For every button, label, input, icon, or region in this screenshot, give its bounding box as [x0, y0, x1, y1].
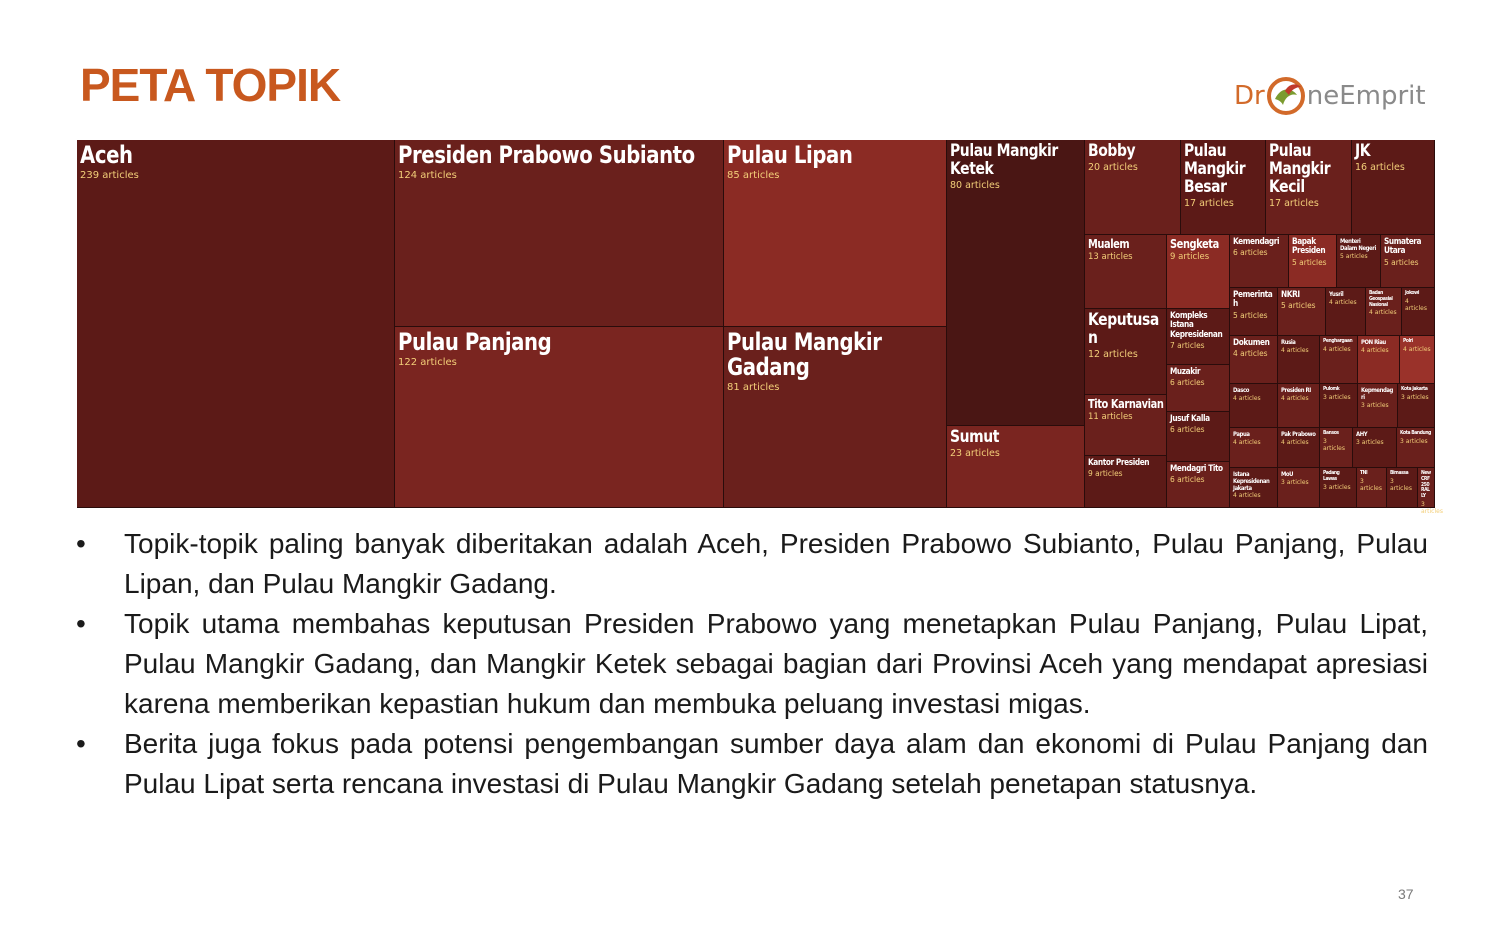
treemap-tile-badan-geospasial-nasional [1366, 288, 1402, 336]
treemap-tile-kompleks-istana-kepresidenan [1167, 309, 1230, 365]
treemap-tile-bimassa [1387, 468, 1418, 508]
tile-label: Penghargaan [1323, 338, 1353, 344]
bullet-item: • Topik utama membahas keputusan Presiden Prabowo yang menetapkan Pulau Panjang, Pulau Lipat, Pulau Mangkir Gadang, dan Mangkir Ketek sebagai bagian dari Provinsi Aceh yang mendapat apresiasi karena memberikan kepastian hukum dan membuka peluang investasi migas. [76, 608, 1428, 719]
tile-count: 12 articles [1088, 348, 1138, 360]
tile-label: Presiden Prabowo Subianto [398, 141, 695, 169]
treemap-tile-rusia [1278, 336, 1320, 384]
tile-count: 3 articles [1360, 477, 1382, 492]
tile-label: AHY [1356, 430, 1368, 438]
tile-count: 239 articles [80, 170, 139, 182]
treemap-tile-muzakir [1167, 365, 1230, 412]
tile-count: 6 articles [1233, 248, 1268, 258]
tile-count: 6 articles [1170, 425, 1205, 435]
tile-label: Aceh [80, 141, 133, 169]
treemap-tile-mou [1278, 468, 1320, 508]
treemap-tile-bansos [1320, 428, 1353, 468]
treemap-tile-polri [1400, 336, 1435, 384]
tile-label: Rusia [1281, 338, 1296, 346]
tile-count: 4 articles [1281, 394, 1309, 402]
treemap-tile-pulau-mangkir-ketek [947, 140, 1085, 426]
treemap-tile-tito-karnavian [1085, 395, 1167, 456]
treemap-tile-jokowi [1402, 288, 1435, 336]
tile-count: 9 articles [1088, 469, 1123, 479]
tile-count: 122 articles [398, 357, 457, 369]
tile-count: 20 articles [1088, 161, 1138, 173]
tile-count: 3 articles [1361, 401, 1389, 409]
summary-bullets [76, 524, 1428, 804]
tile-label: Padang Lawas [1323, 470, 1340, 482]
tile-count: 3 articles [1281, 478, 1309, 486]
tile-label: Badan Geospasial Nasional [1369, 290, 1393, 308]
tile-label: Pulau Mangkir Kecil [1269, 141, 1331, 197]
treemap-tile-pulau-mangkir-besar [1181, 140, 1266, 235]
tile-count: 7 articles [1170, 341, 1205, 351]
tile-count: 4 articles [1233, 349, 1268, 359]
treemap-tile-pulau-lipan [724, 140, 947, 327]
treemap-tile-penghargaan [1320, 336, 1358, 384]
treemap-tile-yusril [1326, 288, 1366, 336]
tile-label: Pulomk [1323, 386, 1340, 392]
tile-label: Pulau Mangkir Besar [1184, 141, 1246, 197]
treemap-tile-kepmendagri [1358, 384, 1398, 428]
treemap-tile-new-crf250-rally [1418, 468, 1443, 515]
tile-label: JK [1355, 141, 1371, 161]
tile-count: 5 articles [1233, 310, 1268, 320]
treemap-tile-presiden-prabowo-subianto [395, 140, 724, 327]
tile-label: Kota Jakarta [1401, 386, 1428, 392]
treemap-tile-pulau-mangkir-gadang [724, 327, 947, 508]
tile-label: Kota Bandung [1400, 430, 1431, 436]
treemap-tile-aceh [77, 140, 395, 508]
tile-count: 80 articles [950, 179, 1000, 191]
tile-label: Mualem [1088, 237, 1130, 251]
tile-label: Pak Prabowo [1281, 430, 1316, 438]
tile-label: Mendagri Tito [1170, 464, 1223, 474]
treemap-tile-pemerintah [1230, 288, 1278, 336]
tile-label: Pulau Lipan [727, 141, 853, 169]
tile-count: 5 articles [1292, 257, 1327, 267]
tile-count: 3 articles [1421, 500, 1443, 515]
tile-count: 6 articles [1170, 475, 1205, 485]
tile-count: 5 articles [1340, 252, 1368, 260]
treemap-tile-nkri [1278, 288, 1326, 336]
logo-text-right: neEmprit [1306, 81, 1426, 111]
tile-count: 4 articles [1323, 345, 1351, 353]
treemap-tile-mualem [1085, 235, 1167, 309]
tile-count: 3 articles [1323, 393, 1351, 401]
tile-count: 81 articles [727, 382, 780, 394]
tile-label: Keputusan [1088, 310, 1159, 348]
bullet-item: • Topik-topik paling banyak diberitakan adalah Aceh, Presiden Prabowo Subianto, Pulau Panjang, Pulau Lipan, dan Pulau Mangkir Gadang. [76, 528, 1428, 599]
tile-count: 13 articles [1088, 251, 1133, 262]
tile-label: MoU [1281, 470, 1294, 478]
tile-label: Kantor Presiden [1088, 458, 1150, 468]
tile-label: Kemendagri [1233, 237, 1280, 247]
treemap-tile-kemendagri [1230, 235, 1289, 288]
tile-label: Menteri Dalam Negeri [1340, 237, 1376, 252]
tile-count: 3 articles [1323, 483, 1351, 491]
tile-label: Bapak Presiden [1292, 237, 1326, 257]
treemap-tile-istana-kepresidenan-jakarta [1230, 468, 1278, 508]
tile-label: Presiden RI [1281, 386, 1311, 394]
treemap-tile-pulomk [1320, 384, 1358, 428]
treemap-tile-bapak-presiden [1289, 235, 1337, 288]
drone-logo-icon [1263, 73, 1309, 119]
tile-label: Sumatera Utara [1384, 237, 1422, 257]
tile-count: 4 articles [1329, 298, 1357, 306]
tile-count: 5 articles [1384, 257, 1419, 267]
treemap-tile-kota-jakarta [1398, 384, 1435, 428]
treemap-tile-pulau-panjang [395, 327, 724, 508]
tile-count: 124 articles [398, 170, 457, 182]
treemap-tile-kota-bandung [1397, 428, 1435, 468]
tile-count: 4 articles [1403, 345, 1431, 353]
topic-treemap [77, 140, 1443, 515]
tile-label: Istana Kepresidenan Jakarta [1233, 470, 1270, 492]
tile-count: 3 articles [1401, 393, 1429, 401]
tile-label: Dokumen [1233, 338, 1270, 348]
treemap-tile-pon-riau [1358, 336, 1400, 384]
tile-count: 3 articles [1400, 437, 1428, 445]
page-number: 37 [1398, 886, 1414, 902]
tile-label: Pulau Panjang [398, 328, 552, 356]
tile-label: Kepmendagri [1361, 386, 1393, 401]
tile-label: Sengketa [1170, 237, 1219, 251]
tile-label: Sumut [950, 427, 1000, 447]
tile-count: 4 articles [1361, 346, 1389, 354]
tile-label: Bobby [1088, 141, 1136, 161]
treemap-tile-jk [1352, 140, 1435, 235]
tile-count: 85 articles [727, 170, 780, 182]
tile-count: 3 articles [1390, 477, 1412, 492]
tile-label: Yusril [1329, 290, 1344, 298]
treemap-tile-mendagri-tito [1167, 462, 1230, 508]
treemap-tile-presiden-ri [1278, 384, 1320, 428]
treemap-tile-tni [1357, 468, 1387, 508]
tile-label: Muzakir [1170, 367, 1201, 377]
treemap-tile-dokumen [1230, 336, 1278, 384]
tile-count: 16 articles [1355, 161, 1405, 173]
tile-label: Dasco [1233, 386, 1249, 394]
treemap-tile-sengketa [1167, 235, 1230, 309]
tile-label: Polri [1403, 338, 1413, 344]
tile-count: 11 articles [1088, 411, 1133, 422]
tile-count: 17 articles [1184, 197, 1234, 209]
treemap-tile-dasco [1230, 384, 1278, 428]
tile-count: 4 articles [1405, 297, 1427, 312]
tile-count: 17 articles [1269, 197, 1319, 209]
treemap-tile-padang-lawas [1320, 468, 1357, 508]
treemap-tile-pulau-mangkir-kecil [1266, 140, 1352, 235]
tile-label: Bimassa [1390, 470, 1409, 476]
bullet-item: • Berita juga fokus pada potensi pengembangan sumber daya alam dan ekonomi di Pulau Panjang dan Pulau Lipat serta rencana investasi di Pulau Mangkir Gadang setelah penetapan statusnya. [76, 728, 1428, 799]
tile-label: Tito Karnavian [1088, 397, 1164, 411]
treemap-tile-kantor-presiden [1085, 456, 1167, 508]
tile-count: 23 articles [950, 447, 1000, 459]
treemap-tile-bobby [1085, 140, 1181, 235]
tile-count: 4 articles [1233, 438, 1261, 446]
tile-count: 4 articles [1233, 394, 1261, 402]
tile-label: Jusuf Kalla [1170, 414, 1210, 424]
bullet-text: Berita juga fokus pada potensi pengembangan sumber daya alam dan ekonomi di Pulau Panjang dan Pulau Lipat serta rencana investasi di Pulau Mangkir Gadang setelah penetapan statusnya. [124, 728, 1428, 799]
tile-label: New CRF250 RALLY [1421, 470, 1431, 500]
tile-label: Papua [1233, 430, 1250, 438]
tile-count: 5 articles [1281, 301, 1316, 311]
tile-label: Jokowi [1405, 290, 1420, 296]
treemap-tile-menteri-dalam-negeri [1337, 235, 1381, 288]
treemap-tile-jusuf-kalla [1167, 412, 1230, 462]
treemap-tile-sumut [947, 426, 1085, 508]
tile-count: 4 articles [1369, 309, 1397, 317]
tile-label: PON Riau [1361, 338, 1386, 346]
treemap-tile-ahy [1353, 428, 1397, 468]
drone-emprit-logo [1234, 68, 1444, 124]
tile-label: TNI [1360, 470, 1368, 476]
tile-count: 4 articles [1281, 438, 1309, 446]
tile-count: 6 articles [1170, 378, 1205, 388]
treemap-tile-pak-prabowo [1278, 428, 1320, 468]
treemap-tile-papua [1230, 428, 1278, 468]
bullet-text: Topik-topik paling banyak diberitakan adalah Aceh, Presiden Prabowo Subianto, Pulau Panjang, Pulau Lipan, dan Pulau Mangkir Gadang. [124, 528, 1428, 599]
treemap-tile-keputusan [1085, 309, 1167, 395]
tile-label: Pulau Mangkir Gadang [727, 328, 882, 382]
tile-count: 3 articles [1323, 437, 1345, 452]
tile-count: 9 articles [1170, 251, 1210, 262]
tile-count: 3 articles [1356, 438, 1384, 446]
treemap-tile-sumatera-utara [1381, 235, 1435, 288]
tile-label: Pemerintah [1233, 290, 1273, 310]
tile-label: NKRI [1281, 290, 1300, 300]
page-title: PETA TOPIK [80, 59, 341, 111]
logo-text-left: Dr [1234, 81, 1265, 111]
tile-label: Pulau Mangkir Ketek [950, 141, 1058, 179]
tile-label: Bansos [1323, 430, 1339, 436]
tile-count: 4 articles [1281, 346, 1309, 354]
tile-count: 4 articles [1233, 492, 1261, 500]
tile-label: Kompleks Istana Kepresidenan [1170, 311, 1223, 340]
bullet-text: Topik utama membahas keputusan Presiden Prabowo yang menetapkan Pulau Panjang, Pulau Lipat, Pulau Mangkir Gadang, dan Mangkir Ketek sebagai bagian dari Provinsi Aceh yang mendapat apresiasi karena memberikan kepastian hukum dan membuka peluang investasi migas. [124, 608, 1428, 719]
